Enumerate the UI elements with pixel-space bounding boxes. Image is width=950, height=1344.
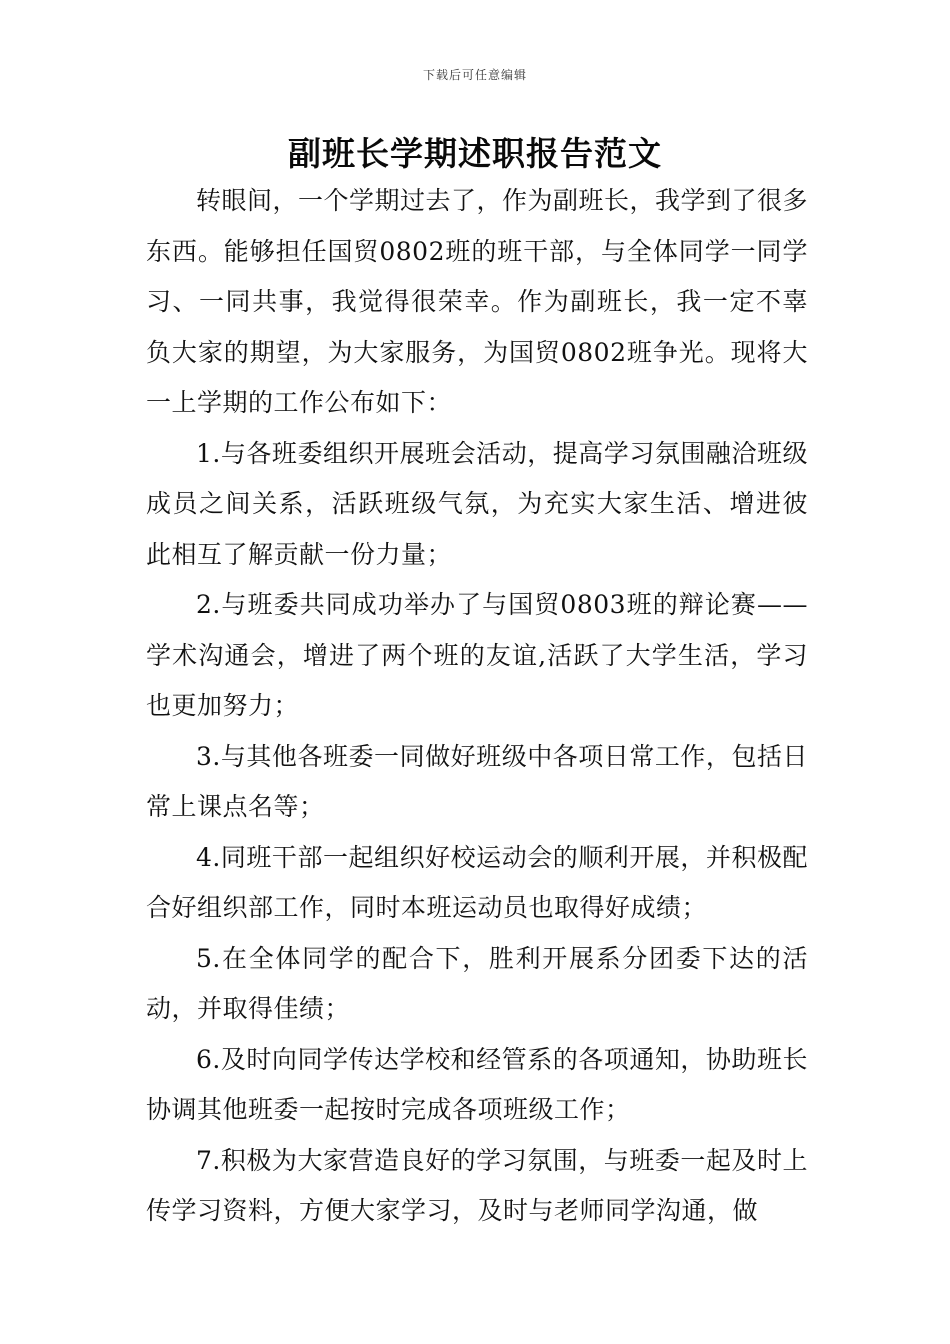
paragraph-item-4: 4.同班干部一起组织好校运动会的顺利开展，并积极配合好组织部工作，同时本班运动员也取得好成绩；	[146, 842, 808, 922]
paragraph-item-7: 7.积极为大家营造良好的学习氛围，与班委一起及时上传学习资料，方便大家学习，及时与老师同学沟通，做	[146, 1145, 808, 1225]
header-note: 下载后可任意编辑	[422, 68, 527, 82]
document-body	[146, 176, 808, 1237]
document-title: 副班长学期述职报告范文	[288, 134, 662, 173]
paragraph-item-3: 3.与其他各班委一同做好班级中各项日常工作，包括日常上课点名等；	[146, 741, 808, 821]
paragraph-item-1: 1.与各班委组织开展班会活动，提高学习氛围融洽班级成员之间关系，活跃班级气氛，为充实大家生活、增进彼此相互了解贡献一份力量；	[146, 438, 808, 569]
paragraph-item-5: 5.在全体同学的配合下，胜利开展系分团委下达的活动，并取得佳绩；	[146, 943, 808, 1023]
paragraph-item-2: 2.与班委共同成功举办了与国贸0803班的辩论赛——学术沟通会，增进了两个班的友谊,活跃了大学生活，学习也更加努力；	[146, 590, 808, 720]
paragraph-intro: 转眼间，一个学期过去了，作为副班长，我学到了很多东西。能够担任国贸0802班的班干部，与全体同学一同学习、一同共事，我觉得很荣幸。作为副班长，我一定不辜负大家的期望，为大家服务，为国贸0802班争光。现将大一上学期的工作公布如下：	[146, 186, 809, 417]
paragraph-item-6: 6.及时向同学传达学校和经管系的各项通知，协助班长协调其他班委一起按时完成各项班级工作；	[146, 1044, 808, 1124]
